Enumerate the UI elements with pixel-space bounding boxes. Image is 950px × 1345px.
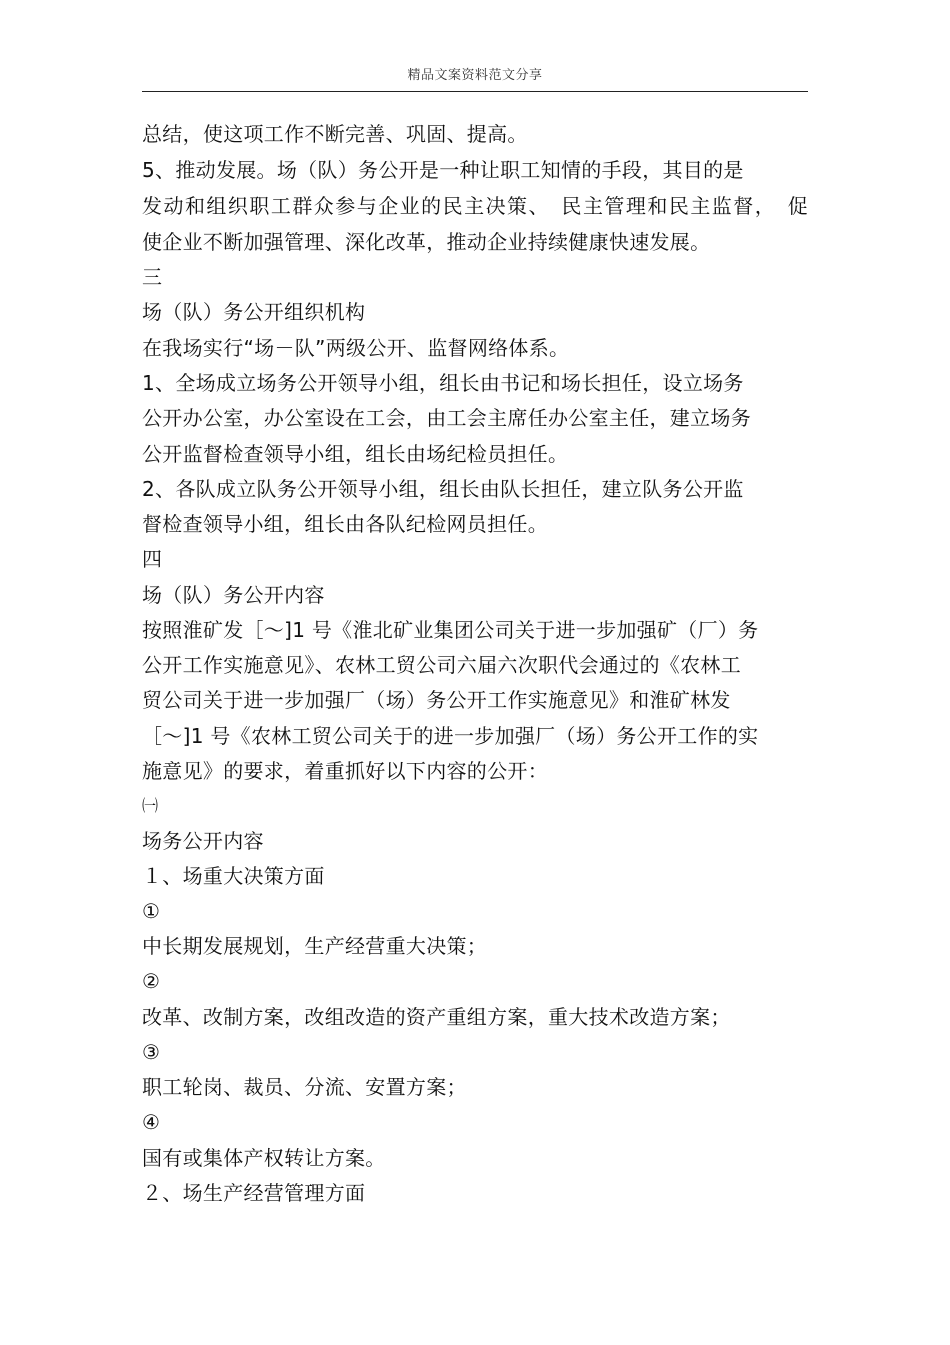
- text-line: 2、各队成立队务公开领导小组，组长由队长担任，建立队务公开监: [142, 477, 744, 501]
- text-line: ［～]1 号《农林工贸公司关于的进一步加强厂（场）务公开工作的实: [142, 724, 759, 748]
- text-line: 公开工作实施意见》、农林工贸公司六届六次职代会通过的《农林工: [142, 653, 741, 677]
- text-line: 总结，使这项工作不断完善、巩固、提高。: [142, 122, 528, 146]
- list-item: 中长期发展规划，生产经营重大决策；: [142, 934, 488, 958]
- text-line: 贸公司关于进一步加强厂（场）务公开工作实施意见》和淮矿林发: [142, 688, 731, 712]
- subsection-heading: 场务公开内容: [142, 829, 264, 853]
- header-divider: [142, 91, 808, 92]
- section-number: 四: [142, 547, 163, 571]
- text-line: 使企业不断加强管理、深化改革，推动企业持续健康快速发展。: [142, 230, 711, 254]
- item-heading: ２、场生产经营管理方面: [142, 1181, 366, 1205]
- section-heading: 场（队）务公开组织机构: [142, 300, 366, 324]
- text-line: 5、推动发展。场（队）务公开是一种让职工知情的手段，其目的是: [142, 158, 744, 182]
- list-marker: ③: [142, 1040, 161, 1064]
- list-marker: ②: [142, 969, 161, 993]
- text-line: 公开监督检查领导小组，组长由场纪检员担任。: [142, 442, 569, 466]
- text-line: 在我场实行“场－队”两级公开、监督网络体系。: [142, 336, 570, 360]
- subsection-marker: ㈠: [142, 796, 159, 815]
- text-line: 公开办公室，办公室设在工会，由工会主席任办公室主任，建立场务: [142, 406, 751, 430]
- text-line: 施意见》的要求，着重抓好以下内容的公开：: [142, 759, 548, 783]
- section-heading: 场（队）务公开内容: [142, 583, 325, 607]
- text-line: 1、全场成立场务公开领导小组，组长由书记和场长担任，设立场务: [142, 371, 744, 395]
- page-header: 精品文案资料范文分享: [407, 68, 543, 83]
- list-item: 改革、改制方案，改组改造的资产重组方案，重大技术改造方案；: [142, 1005, 731, 1029]
- text-line: 按照淮矿发［～]1 号《淮北矿业集团公司关于进一步加强矿（厂）务: [142, 618, 759, 642]
- section-number: 三: [142, 265, 163, 289]
- list-marker: ④: [142, 1110, 161, 1134]
- list-marker: ①: [142, 899, 161, 923]
- list-item: 职工轮岗、裁员、分流、安置方案；: [142, 1075, 467, 1099]
- text-line: 督检查领导小组，组长由各队纪检网员担任。: [142, 512, 548, 536]
- list-item: 国有或集体产权转让方案。: [142, 1146, 386, 1170]
- text-line: 发动和组织职工群众参与企业的民主决策、 民主管理和民主监督， 促: [142, 194, 808, 218]
- item-heading: １、场重大决策方面: [142, 864, 325, 888]
